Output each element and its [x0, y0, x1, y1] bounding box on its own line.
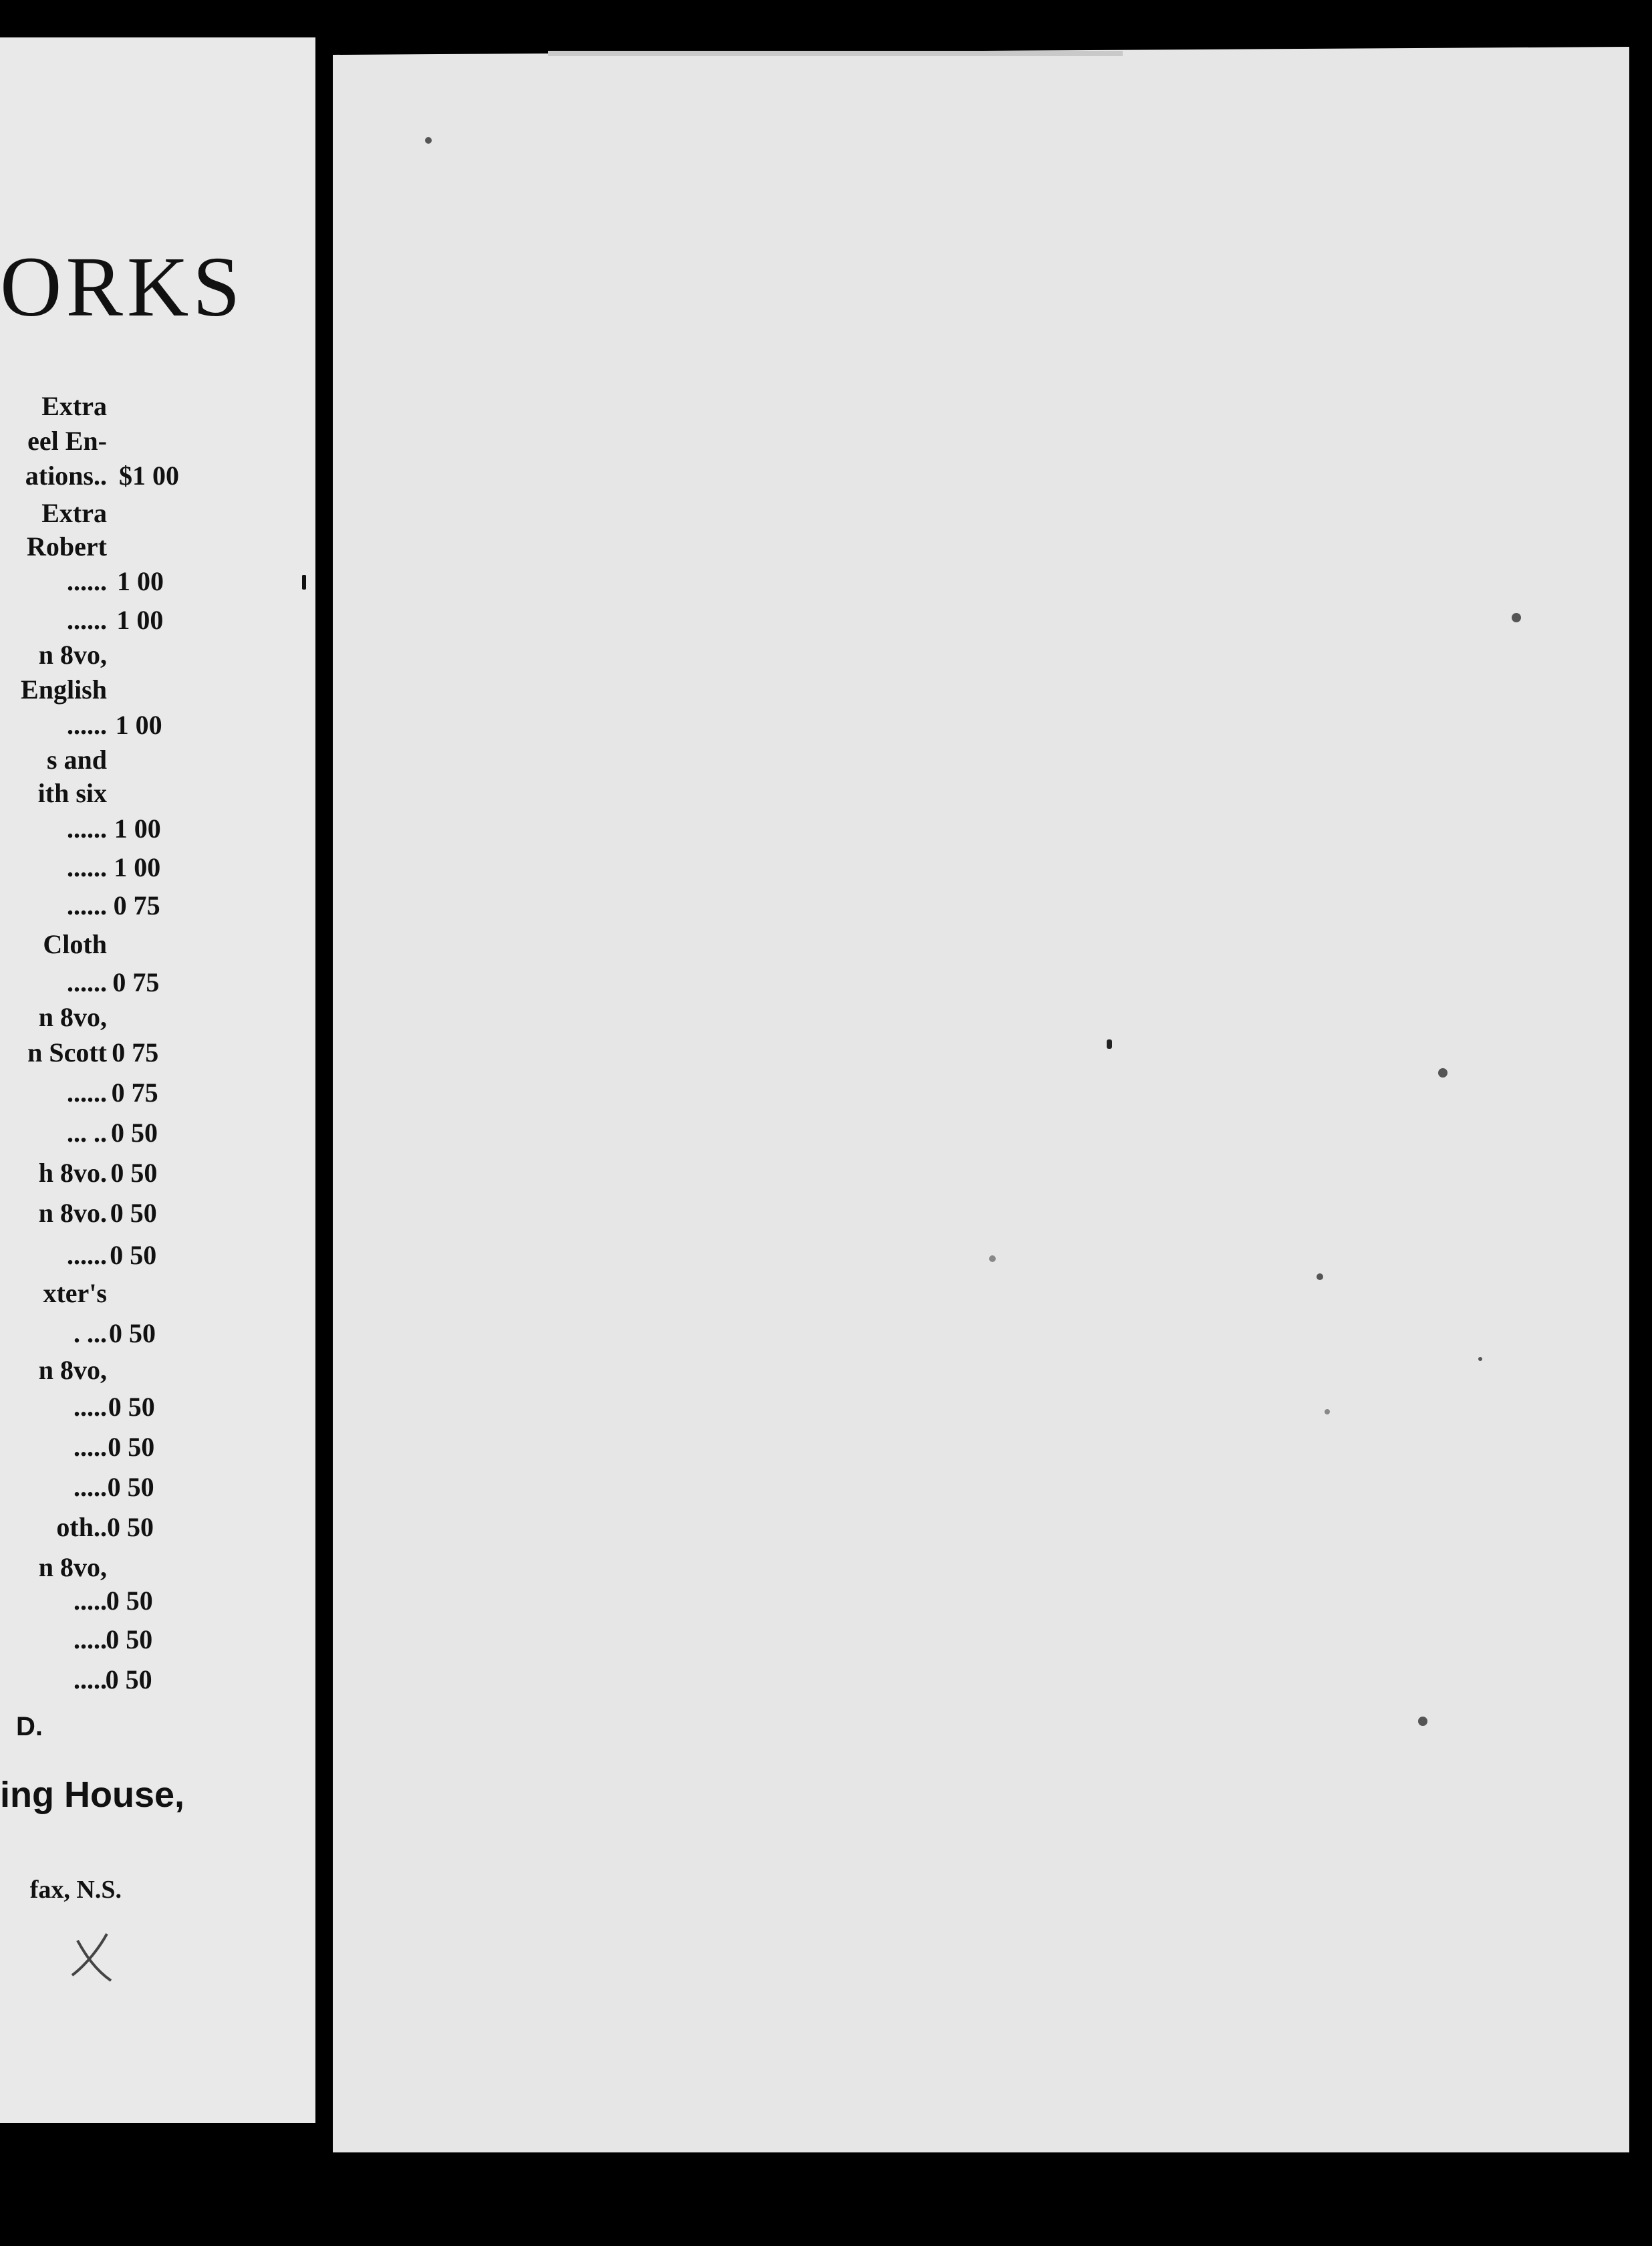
catalog-line-text: .....: [74, 1432, 107, 1462]
speck: [1478, 1357, 1482, 1361]
catalog-line-price: 0 50: [105, 1664, 152, 1695]
catalog-line-text: n 8vo,: [38, 1552, 107, 1582]
catalog-line-price: 0 75: [112, 1037, 159, 1068]
publisher-location: fax, N.S.: [29, 1876, 122, 1904]
catalog-line-price: 0 50: [107, 1512, 154, 1542]
catalog-line-price: $1 00: [119, 461, 179, 491]
speck: [1418, 1717, 1427, 1726]
speck: [989, 1255, 996, 1262]
speck: [1438, 1068, 1448, 1078]
catalog-line-text: oth..: [56, 1512, 107, 1542]
catalog-line-text: ......: [67, 967, 107, 997]
catalog-line-text: .....: [74, 1664, 107, 1695]
catalog-line-text: .....: [74, 1472, 107, 1502]
catalog-line-text: n 8vo.: [38, 1198, 107, 1228]
catalog-line-text: n Scott: [27, 1037, 107, 1068]
catalog-line-text: ......: [67, 852, 107, 882]
speck: [1325, 1409, 1330, 1414]
catalog-line-text: ......: [67, 1078, 107, 1108]
catalog-line-price: 0 50: [111, 1118, 158, 1148]
catalog-line-text: ......: [67, 1240, 107, 1270]
catalog-line-text: English: [21, 674, 107, 705]
catalog-line-price: 0 50: [108, 1392, 155, 1422]
catalog-line-text: n 8vo,: [38, 1002, 107, 1032]
speck: [302, 575, 306, 590]
catalog-heading: ORKS: [0, 239, 245, 334]
catalog-line-text: ......: [67, 710, 107, 740]
catalog-line-text: ... ..: [67, 1118, 107, 1148]
speck: [1512, 613, 1521, 622]
catalog-line-text: Robert: [27, 531, 107, 562]
catalog-line-text: ......: [67, 605, 107, 635]
catalog-line-price: 1 00: [114, 814, 161, 844]
speck: [1107, 1039, 1112, 1049]
handwritten-x-mark: [65, 1928, 119, 1989]
catalog-line-price: 0 75: [111, 1078, 158, 1108]
top-rule: [548, 51, 1123, 56]
catalog-line-price: 0 50: [108, 1432, 155, 1462]
catalog-line-text: s and: [46, 745, 107, 775]
catalog-line-text: Extra: [41, 498, 107, 528]
speck: [1317, 1273, 1323, 1280]
catalog-line-text: Cloth: [43, 929, 107, 959]
catalog-line-price: 1 00: [115, 710, 162, 740]
catalog-line-text: .....: [74, 1624, 107, 1654]
right-page-blank: [333, 47, 1629, 2152]
catalog-line-text: ......: [67, 814, 107, 844]
catalog-line-price: 0 50: [106, 1624, 153, 1654]
catalog-line-price: 0 50: [110, 1240, 157, 1270]
catalog-line-price: 0 50: [107, 1472, 154, 1502]
catalog-line-price: 0 50: [110, 1158, 158, 1188]
catalog-line-text: .....: [74, 1586, 107, 1616]
catalog-line-text: . ...: [74, 1318, 107, 1348]
catalog-line-text: ......: [67, 890, 107, 920]
catalog-line-price: 1 00: [117, 566, 164, 596]
catalog-line-price: 0 75: [113, 890, 160, 920]
catalog-line-text: xter's: [43, 1278, 107, 1308]
catalog-line-price: 1 00: [114, 852, 161, 882]
catalog-line-text: h 8vo.: [38, 1158, 107, 1188]
publisher-initial: D.: [16, 1712, 43, 1741]
catalog-line-text: ations..: [25, 461, 107, 491]
catalog-line-price: 0 50: [106, 1586, 153, 1616]
catalog-line-price: 0 75: [112, 967, 160, 997]
catalog-line-price: 0 50: [109, 1318, 156, 1348]
catalog-line-text: Extra: [41, 391, 107, 421]
publishing-house: ing House,: [0, 1775, 185, 1815]
catalog-line-text: n 8vo,: [38, 1355, 107, 1385]
speck: [425, 137, 432, 144]
catalog-line-text: ......: [67, 566, 107, 596]
catalog-line-price: 0 50: [110, 1198, 157, 1228]
catalog-line-price: 1 00: [116, 605, 164, 635]
catalog-line-text: n 8vo,: [38, 640, 107, 670]
catalog-line-text: .....: [74, 1392, 107, 1422]
catalog-line-text: ith six: [37, 778, 107, 808]
catalog-line-text: eel En-: [27, 426, 107, 456]
